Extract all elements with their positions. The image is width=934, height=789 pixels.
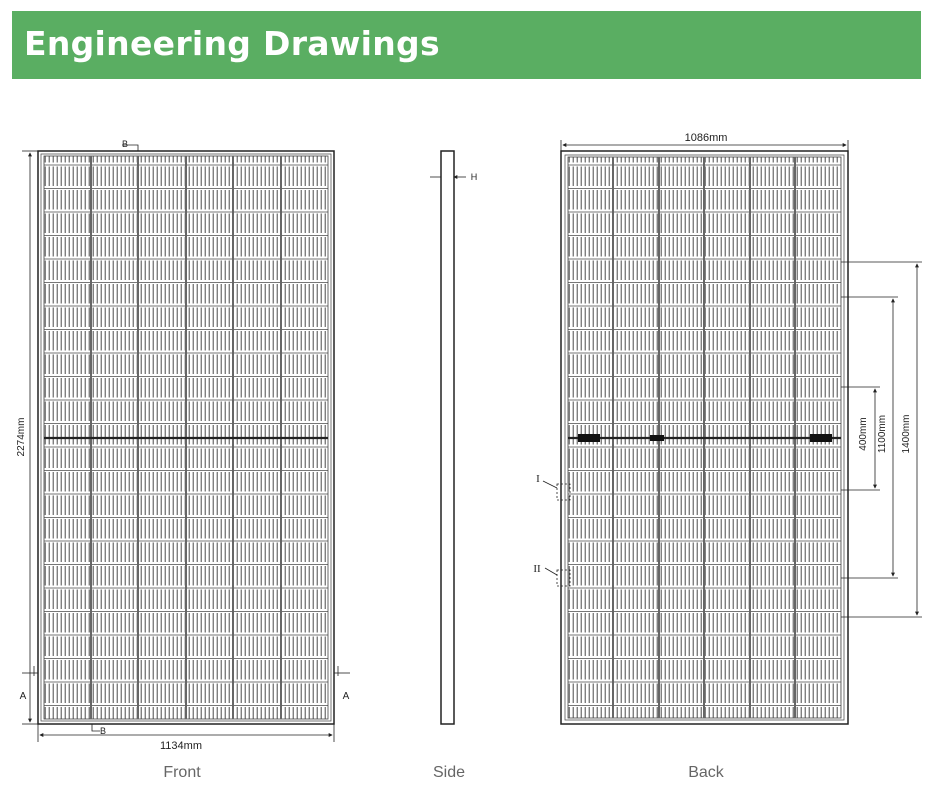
front-view (16, 139, 350, 752)
junction-box-left (578, 434, 600, 442)
side-view (430, 151, 477, 724)
detail-1-label: I (536, 473, 540, 485)
dim-400-label: 400mm (858, 417, 869, 451)
front-height-label: 2274mm (16, 417, 27, 457)
dim-1400-label: 1400mm (901, 414, 912, 454)
back-view (533, 132, 922, 724)
section-h-label: H (470, 172, 478, 182)
detail-2-label: II (533, 563, 541, 575)
front-caption: Front (163, 764, 201, 781)
junction-box-right (810, 434, 832, 442)
section-b-bottom-label: B (99, 726, 107, 736)
back-width-label: 1086mm (684, 132, 728, 144)
side-panel-profile (441, 151, 454, 724)
section-a-left-label: A (19, 691, 27, 702)
front-width-label: 1134mm (160, 740, 202, 752)
side-caption: Side (432, 764, 466, 781)
section-a-right-label: A (342, 691, 350, 702)
page-title: Engineering Drawings (24, 24, 440, 63)
dim-1100-label: 1100mm (877, 414, 888, 454)
junction-box-center (650, 435, 664, 441)
back-caption: Back (688, 764, 724, 781)
section-b-top-label: B (121, 139, 129, 149)
